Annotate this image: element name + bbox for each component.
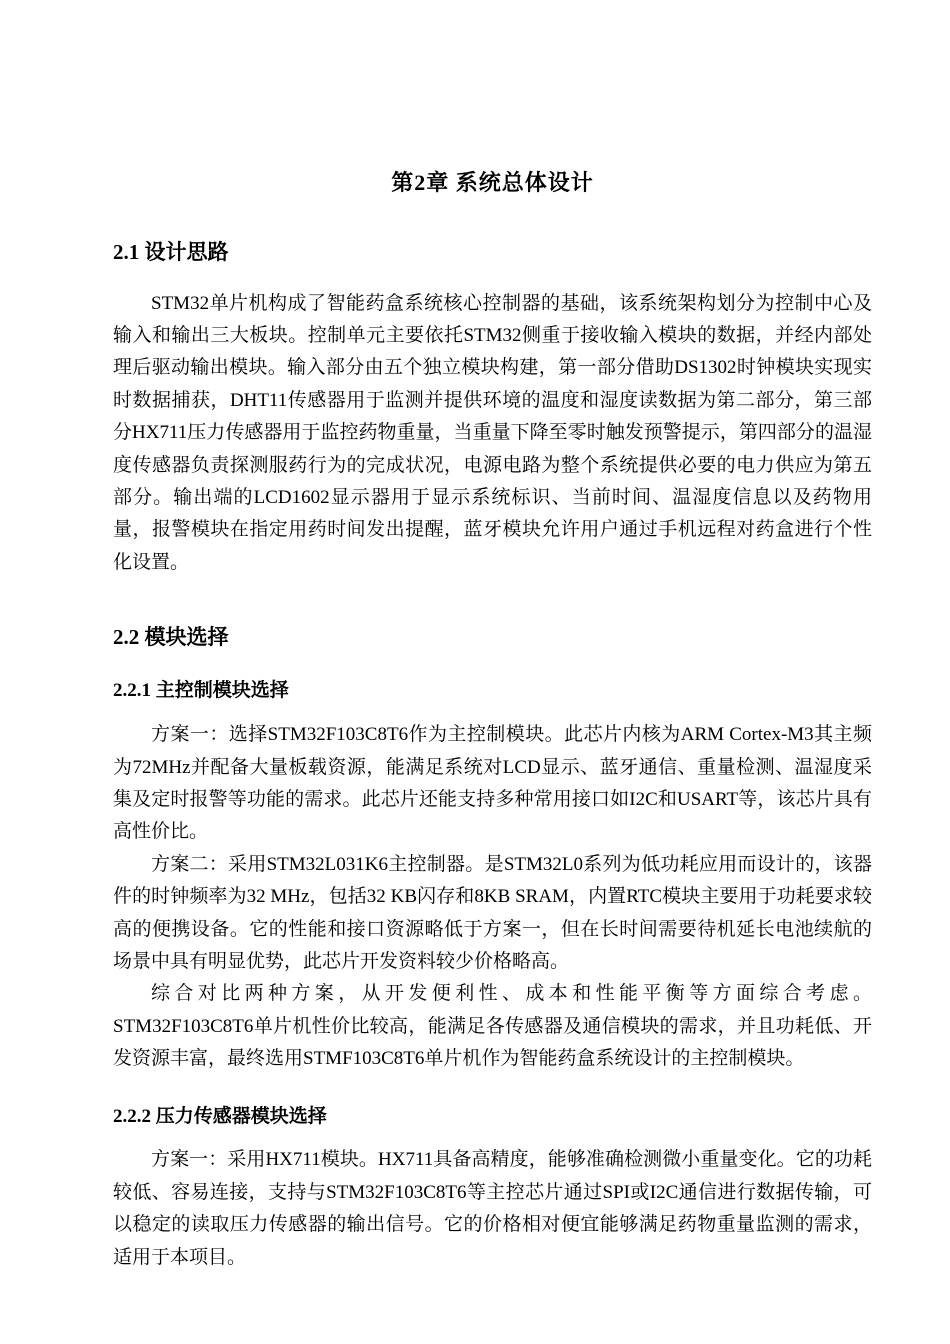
subsection-heading-2-2-2: 2.2.2 压力传感器模块选择 (113, 1105, 327, 1127)
paragraph-pressure-sensor-option-1: 方案一：采用HX711模块。HX711具备高精度，能够准确检测微小重量变化。它的功耗较低、容易连接，支持与STM32F103C8T6等主控芯片通过SPI或I2C通信进行数据传输，可以稳定的读取压力传感器的输出信号。它的价格相对便宜能够满足药物重量监测的需求，适用于本项目。 (113, 1149, 872, 1268)
chapter-title: 第2章 系统总体设计 (391, 170, 594, 195)
subsection-heading-2-2-1: 2.2.1 主控制模块选择 (113, 680, 289, 702)
section-heading-2-1: 2.1 设计思路 (113, 240, 229, 265)
paragraph-mcu-option-2: 方案二：采用STM32L031K6主控制器。是STM32L0系列为低功耗应用而设计的，该器件的时钟频率为32 MHz，包括32 KB闪存和8KB SRAM，内置RTC模块主要用于功耗要求较高的便携设备。它的性能和接口资源略低于方案一，但在长时间需要待机延长电池续航的场景中具有明显优势，此芯片开发资料较少价格略高。 (113, 853, 872, 973)
paragraph-design-approach: STM32单片机构成了智能药盒系统核心控制器的基础，该系统架构划分为控制中心及输入和输出三大板块。控制单元主要依托STM32侧重于接收输入模块的数据，并经内部处理后驱动输出模块。输入部分由五个独立模块构建，第一部分借助DS1302时钟模块实现实时数据捕获，DHT11传感器用于监测并提供环境的温度和湿度读数据为第二部分，第三部分HX711压力传感器用于监控药物重量，当重量下降至零时触发预警提示，第四部分的温湿度传感器负责探测服药行为的完成状况，电源电路为整个系统提供必要的电力供应为第五部分。输出端的LCD1602显示器用于显示系统标识、当前时间、温湿度信息以及药物用量，报警模块在指定用药时间发出提醒，蓝牙模块允许用户通过手机远程对药盒进行个性化设置。 (113, 292, 872, 573)
paragraph-mcu-conclusion: 综合对比两种方案，从开发便利性、成本和性能平衡等方面综合考虑。STM32F103C8T6单片机性价比较高，能满足各传感器及通信模块的需求，并且功耗低、开发资源丰富，最终选用STMF103C8T6单片机作为智能药盒系统设计的主控制模块。 (113, 983, 872, 1070)
paragraph-mcu-option-1: 方案一：选择STM32F103C8T6作为主控制模块。此芯片内核为ARM Cortex-M3其主频为72MHz并配备大量板载资源，能满足系统对LCD显示、蓝牙通信、重量检测、温湿度采集及定时报警等功能的需求。此芯片还能支持多种常用接口如I2C和USART等，该芯片具有高性价比。 (113, 724, 872, 843)
section-heading-2-2: 2.2 模块选择 (113, 625, 229, 650)
